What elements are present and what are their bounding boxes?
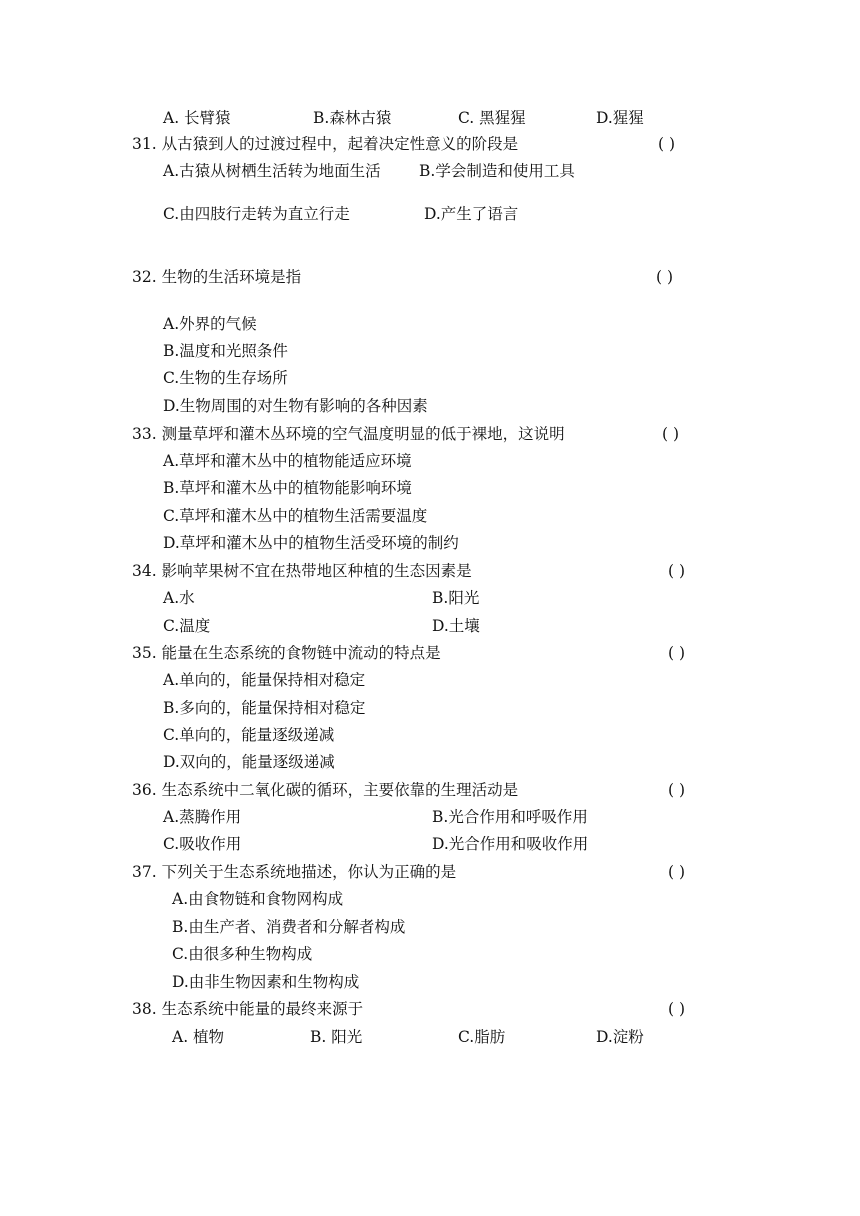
- q38-answer-paren: ( ): [668, 1000, 686, 1018]
- q34-stem: 34. 影响苹果树不宜在热带地区种植的生态因素是: [132, 562, 472, 580]
- q35-option-c: C.单向的，能量逐级递减: [163, 726, 335, 744]
- q31-option-b: B.学会制造和使用工具: [419, 162, 575, 180]
- q30-option-a: A. 长臂猿: [163, 109, 231, 127]
- q37-option-d: D.由非生物因素和生物构成: [172, 973, 360, 991]
- q31-stem: 31. 从古猿到人的过渡过程中，起着决定性意义的阶段是: [132, 135, 519, 153]
- q33-option-c: C.草坪和灌木丛中的植物生活需要温度: [163, 507, 428, 525]
- q37-stem: 37. 下列关于生态系统地描述，你认为正确的是: [132, 863, 457, 881]
- q33-answer-paren: ( ): [662, 425, 680, 443]
- q32-stem: 32. 生物的生活环境是指: [132, 268, 302, 286]
- q31-option-c: C.由四肢行走转为直立行走: [163, 205, 350, 223]
- q33-option-b: B.草坪和灌木丛中的植物能影响环境: [163, 479, 412, 497]
- q37-option-c: C.由很多种生物构成: [172, 945, 313, 963]
- q33-option-a: A.草坪和灌木丛中的植物能适应环境: [163, 452, 412, 470]
- q38-option-c: C.脂肪: [458, 1028, 506, 1046]
- q34-option-b: B.阳光: [432, 589, 480, 607]
- q36-option-a: A.蒸腾作用: [163, 808, 242, 826]
- q32-answer-paren: ( ): [656, 268, 674, 286]
- q34-answer-paren: ( ): [668, 562, 686, 580]
- q32-option-b: B.温度和光照条件: [163, 342, 288, 360]
- q36-option-c: C.吸收作用: [163, 835, 242, 853]
- q33-option-d: D.草坪和灌木丛中的植物生活受环境的制约: [163, 534, 459, 552]
- q38-option-a: A. 植物: [172, 1028, 225, 1046]
- q30-option-c: C. 黑猩猩: [458, 109, 526, 127]
- q35-stem: 35. 能量在生态系统的食物链中流动的特点是: [132, 644, 441, 662]
- q32-option-d: D.生物周围的对生物有影响的各种因素: [163, 397, 428, 415]
- q31-option-a: A.古猿从树栖生活转为地面生活: [163, 162, 381, 180]
- q35-answer-paren: ( ): [668, 644, 686, 662]
- q34-option-d: D.土壤: [432, 617, 480, 635]
- q31-answer-paren: ( ): [658, 135, 676, 153]
- q38-stem: 38. 生态系统中能量的最终来源于: [132, 1000, 364, 1018]
- q31-option-d: D.产生了语言: [424, 205, 519, 223]
- q36-stem: 36. 生态系统中二氧化碳的循环，主要依靠的生理活动是: [132, 781, 519, 799]
- q35-option-b: B.多向的，能量保持相对稳定: [163, 699, 366, 717]
- q33-stem: 33. 测量草坪和灌木丛环境的空气温度明显的低于裸地，这说明: [132, 425, 565, 443]
- q37-answer-paren: ( ): [668, 863, 686, 881]
- q34-option-c: C.温度: [163, 617, 211, 635]
- q32-option-c: C.生物的生存场所: [163, 369, 288, 387]
- q37-option-b: B.由生产者、消费者和分解者构成: [172, 918, 406, 936]
- q30-option-b: B.森林古猿: [313, 109, 392, 127]
- q36-option-d: D.光合作用和吸收作用: [432, 835, 589, 853]
- q37-option-a: A.由食物链和食物网构成: [172, 890, 344, 908]
- q35-option-d: D.双向的，能量逐级递减: [163, 753, 335, 771]
- q34-option-a: A.水: [163, 589, 195, 607]
- q36-answer-paren: ( ): [668, 781, 686, 799]
- q32-option-a: A.外界的气候: [163, 315, 257, 333]
- q35-option-a: A.单向的，能量保持相对稳定: [163, 671, 366, 689]
- q38-option-b: B. 阳光: [310, 1028, 363, 1046]
- q36-option-b: B.光合作用和呼吸作用: [432, 808, 588, 826]
- q38-option-d: D.淀粉: [596, 1028, 644, 1046]
- q30-option-d: D.猩猩: [596, 109, 644, 127]
